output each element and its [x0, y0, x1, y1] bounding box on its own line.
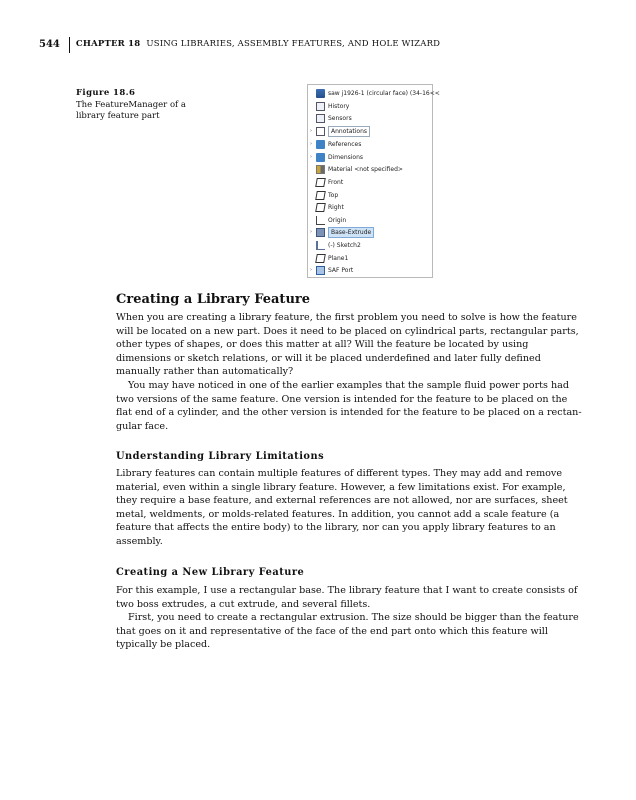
folder-icon — [316, 140, 325, 149]
running-header — [39, 37, 440, 55]
paragraph: First, you need to create a rectangular extrusion. The size should be bigger than the feature that goes on it and representative of the face of the end part onto which this feature will typically be placed. — [116, 612, 579, 651]
extrude-icon — [316, 228, 325, 237]
section3-body — [116, 584, 582, 652]
tree-item-top-plane[interactable]: Top — [308, 189, 338, 201]
folder-icon — [316, 153, 325, 162]
expand-arrow-icon[interactable]: › — [310, 141, 312, 147]
tree-item-sketch2[interactable]: (-) Sketch2 — [308, 239, 361, 251]
feature-manager-tree — [307, 84, 440, 278]
tree-item-sensors[interactable]: Sensors — [308, 112, 352, 124]
tree-item-references[interactable]: › References — [310, 140, 362, 148]
paragraph: You may have noticed in one of the earlier examples that the sample fluid power ports had two versions of the same feature. One version is intended for the feature to be placed on the flat end of a cylinder, and the other version is intended for the feature to be placed on a rectan-gular face. — [116, 379, 582, 432]
sensors-icon — [316, 114, 325, 123]
tree-item-saf-port[interactable]: › SAF Port — [310, 266, 354, 274]
tree-item-annotations[interactable]: › Annotations — [308, 125, 370, 137]
plane-icon — [315, 203, 326, 212]
expand-arrow-icon[interactable]: › — [310, 154, 312, 160]
section-heading-understanding-limitations: Understanding Library Limitations — [116, 451, 325, 462]
history-icon — [316, 102, 325, 111]
chapter-title: USING LIBRARIES, ASSEMBLY FEATURES, AND HOLE WIZARD — [146, 39, 441, 49]
plane-icon — [315, 191, 326, 200]
page-number: 544 — [39, 39, 60, 50]
figure-label: Figure 18.6 — [76, 88, 136, 98]
paragraph: When you are creating a library feature, the first problem you need to solve is how the feature will be located on a new part. Does it need to be placed on cylindrical parts, rectangular parts, other types of shapes, or does this matter at all? Will the feature be located by using dimensions or sketch relations, or will it be placed underdefined and later fully defined manually rather than automatically? — [116, 312, 579, 378]
tree-item-origin[interactable]: Origin — [308, 214, 346, 226]
tree-item-plane1[interactable]: Plane1 — [308, 252, 348, 264]
paragraph: Library features can contain multiple features of different types. They may add and remove material, even within a single library feature. However, a few limitations exist. For example, they require a base feature, and external references are not allowed, nor are surfaces, sheet metal, weldments, or molds-related features. In addition, you cannot add a scale feature (a feature that affects the entire body) to the library, nor can you apply library features to an assembly. — [116, 468, 568, 547]
section2-body — [116, 467, 582, 549]
figure-caption-block — [76, 88, 196, 122]
section-heading-creating-library-feature: Creating a Library Feature — [116, 292, 311, 307]
sketch-icon — [316, 241, 325, 250]
saf-port-icon — [316, 266, 325, 275]
expand-arrow-icon[interactable]: › — [310, 267, 312, 273]
header-divider — [69, 37, 70, 53]
tree-item-root[interactable]: saw j1926-1 (circular face) (34-16<< — [308, 87, 440, 99]
chapter-label: CHAPTER 18 — [75, 39, 141, 49]
expand-arrow-icon[interactable]: › — [310, 229, 312, 235]
figure-caption: The FeatureManager of a library feature part — [76, 100, 186, 121]
plane-icon — [315, 178, 326, 187]
tree-item-base-extrude[interactable]: › Base-Extrude — [308, 226, 374, 238]
tree-item-right-plane[interactable]: Right — [308, 201, 344, 213]
paragraph: For this example, I use a rectangular base. The library feature that I want to create consists of two boss extrudes, a cut extrude, and several fillets. — [116, 585, 578, 610]
tree-item-dimensions[interactable]: › Dimensions — [310, 153, 364, 161]
material-icon — [316, 165, 325, 174]
annotations-icon — [316, 127, 325, 136]
section1-body — [116, 311, 582, 433]
expand-arrow-icon[interactable]: › — [310, 128, 312, 134]
tree-item-material[interactable]: Material <not specified> — [308, 163, 403, 175]
part-icon — [316, 89, 325, 98]
section-heading-creating-new-library-feature: Creating a New Library Feature — [116, 567, 305, 578]
tree-item-history[interactable]: History — [308, 100, 349, 112]
tree-item-front-plane[interactable]: Front — [308, 176, 343, 188]
origin-icon — [316, 216, 325, 225]
plane-icon — [315, 254, 326, 263]
